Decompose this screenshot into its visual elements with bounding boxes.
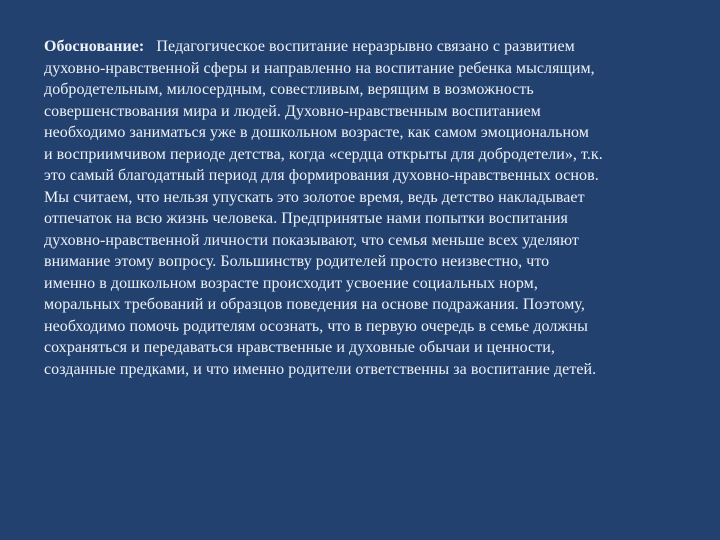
text-line: именно в дошкольном возрасте происходит усвоение социальных норм, [44,274,538,292]
text-line: совершенствования мира и людей. Духовно-нравственным воспитанием [44,102,541,120]
text-line: Мы считаем, что нельзя упускать это золотое время, ведь детство накладывает [44,188,585,206]
text-line: необходимо помочь родителям осознать, что в первую очередь в семье должны [44,317,588,335]
rationale-heading: Обоснование: [44,38,145,55]
text-line: и восприимчивом периоде детства, когда «сердца открыты для добродетели», т.к. [44,145,603,163]
text-line [44,36,694,58]
text-line: внимание этому вопросу. Большинству родителей просто неизвестно, что [44,253,550,270]
text-line: необходимо заниматься уже в дошкольном возрасте, как самом эмоциональном [44,124,589,141]
text-line: созданные предками, и что именно родители ответственны за воспитание детей. [44,360,597,378]
text-line: духовно-нравственной личности показывают, что семья меньше всех уделяют [44,231,579,249]
text-line: это самый благодатный период для формирования духовно-нравственных основ. [44,167,599,184]
rationale-intro: Педагогическое воспитание неразрывно связано с развитием [156,38,575,55]
text-line: сохраняться и передаваться нравственные и духовные обычаи и ценности, [44,339,555,356]
rationale-text [44,36,694,380]
text-line: добродетельным, милосердным, совестливым, верящим в возможность [44,81,534,98]
text-line: духовно-нравственной сферы и направленно на воспитание ребенка мыслящим, [44,59,595,77]
text-line: отпечаток на всю жизнь человека. Предпринятые нами попытки воспитания [44,210,568,227]
text-line: моральных требований и образцов поведения на основе подражания. Поэтому, [44,296,585,313]
